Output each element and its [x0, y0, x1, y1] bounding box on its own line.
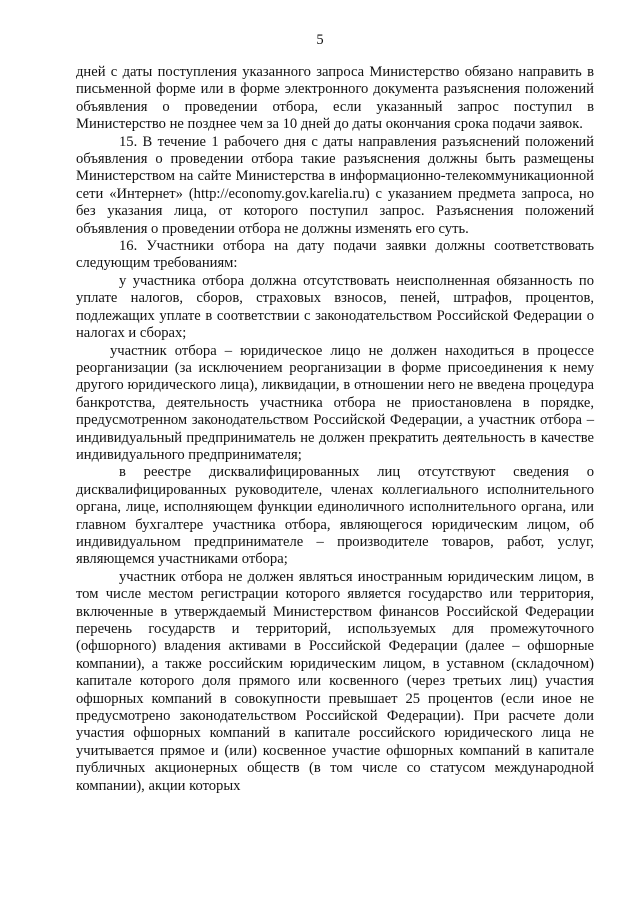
paragraph-continuation: дней с даты поступления указанного запроса Министерство обязано направить в письменной форме или в форме электронного документа разъяснения положений объявления о проведении отбора, если указанный запрос поступил в Министерство не позднее чем за 10 дней до даты окончания срока подачи заявок. — [76, 64, 594, 133]
requirement-not-offshore: участник отбора не должен являться иностранным юридическим лицом, в том числе местом регистрации которого является государство или территория, включенные в утверждаемый Министерством финансов Российской Федерации перечень государств и территорий, используемых для промежуточного (офшорного) владения активами в Российской Федерации (далее – офшорные компании), а также российским юридическим лицом, в уставном (складочном) капитале которого доля прямого или косвенного (через третьих лиц) участия офшорных компаний в совокупности превышает 25 процентов (если иное не предусмотрено законодательством Российской Федерации). При расчете доли участия офшорных компаний в капитале российского юридического лица не учитывается прямое и (или) косвенное участие офшорных компаний в капитале публичных акционерных обществ (в том числе со статусом международной компании), акции которых — [76, 568, 594, 794]
page-number: 5 — [316, 32, 324, 48]
paragraph-item-15: 15. В течение 1 рабочего дня с даты направления разъяснений положений объявления о проведении отбора такие разъяснения должны быть размещены Министерством на сайте Министерства в информационно-телекоммуникационной сети «Интернет» (http://economy.gov.karelia.ru) с указанием предмета запроса, но без указания лица, от которого поступил запрос. Разъяснения положений объявления о проведении отбора не должны изменять его суть. — [76, 133, 594, 237]
requirement-no-tax-debt: у участника отбора должна отсутствовать неисполненная обязанность по уплате налогов, сборов, страховых взносов, пеней, штрафов, процентов, подлежащих уплате в соответствии с законодательством Российской Федерации о налогах и сборах; — [76, 272, 594, 342]
requirement-no-disqualified-persons: в реестре дисквалифицированных лиц отсутствуют сведения о дисквалифицированных руководителе, членах коллегиального исполнительного органа, лице, исполняющем функции единоличного исполнительного органа, или главном бухгалтере участника отбора, являющегося юридическим лицом, об индивидуальном предпринимателе – производителе товаров, работ, услуг, являющемся участниками отбора; — [76, 464, 594, 568]
paragraph-item-16: 16. Участники отбора на дату подачи заявки должны соответствовать следующим требованиям: — [76, 238, 594, 272]
requirement-no-reorganization: участник отбора – юридическое лицо не должен находиться в процессе реорганизации (за исключением реорганизации в форме присоединения к нему другого юридического лица), ликвидации, в отношении него не введена процедура банкротства, деятельность участника отбора не приостановлена в порядке, предусмотренном законодательством Российской Федерации, а участник отбора – индивидуальный предприниматель не должен прекратить деятельность в качестве индивидуального предпринимателя; — [76, 342, 594, 463]
document-body — [76, 64, 594, 795]
